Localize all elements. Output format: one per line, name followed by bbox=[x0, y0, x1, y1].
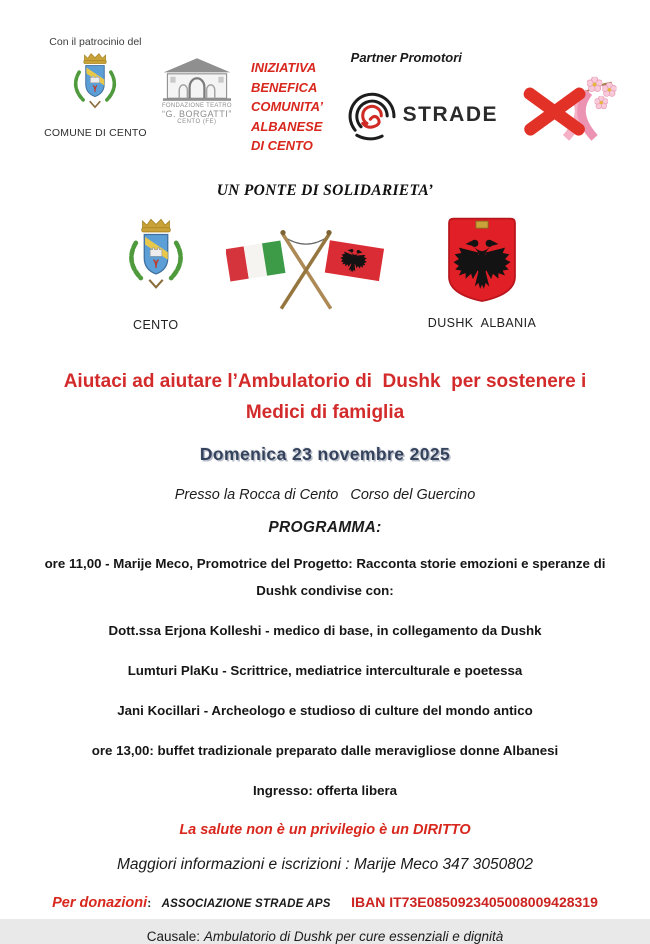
program-item: ore 11,00 - Marije Meco, Promotrice del Progetto: Racconta storie emozioni e speranze di Dushk condivise con: bbox=[44, 555, 606, 598]
initiative-line: BENEFICA bbox=[250, 79, 318, 95]
association-name: ASSOCIAZIONE STRADE APS bbox=[161, 897, 331, 910]
venue-line: Presso la Rocca di Cento Corso del Guercino bbox=[174, 486, 476, 503]
causale-label: Causale: bbox=[146, 928, 201, 944]
donation-line bbox=[0, 894, 650, 912]
program-title: PROGRAMMA: bbox=[268, 518, 382, 536]
strade-wordmark: STRADE bbox=[402, 103, 498, 126]
partner-logos bbox=[345, 75, 620, 155]
donation-label: Per donazioni bbox=[52, 894, 148, 911]
partners-block bbox=[329, 36, 620, 155]
borgatti-line1: FONDAZIONE TEATRO bbox=[161, 103, 232, 109]
causale-line bbox=[0, 929, 650, 944]
initiative-line: DI CENTO bbox=[250, 138, 313, 153]
program-item: ore 13,00: buffet tradizionale preparato dalle meravigliose donne Albanesi bbox=[91, 742, 559, 758]
patronage-label: Con il patrocinio del bbox=[49, 36, 142, 48]
initiative-text-block bbox=[251, 36, 329, 156]
fingerprint-icon bbox=[345, 88, 399, 142]
causale-text: Ambulatorio di Dushk per cure essenziali e dignità bbox=[203, 928, 504, 944]
cento-coat-of-arms bbox=[114, 216, 198, 310]
initiative-line: COMUNITA’ bbox=[250, 99, 323, 114]
theater-building-icon bbox=[160, 56, 234, 102]
header bbox=[0, 0, 650, 156]
strade-logo bbox=[345, 88, 498, 142]
pink-ribbon-logo bbox=[512, 75, 620, 155]
comune-di-cento-label: COMUNE DI CENTO bbox=[44, 127, 147, 139]
borgatti-line3: CENTO (FE) bbox=[177, 119, 217, 125]
iban-value: IBAN IT73E0850923405008009428319 bbox=[351, 893, 598, 910]
program-item: Ingresso: offerta libera bbox=[252, 782, 398, 798]
patronage-block bbox=[42, 36, 149, 139]
dushk-albania-label: DUSHK ALBANIA bbox=[427, 315, 537, 330]
cento-label: CENTO bbox=[133, 317, 179, 332]
headline bbox=[35, 366, 615, 428]
emblems-row bbox=[0, 216, 650, 332]
dushk-emblem-block bbox=[428, 216, 536, 330]
initiative-line: INIZIATIVA bbox=[250, 60, 317, 75]
info-line: Maggiori informazioni e iscrizioni : Marije Meco 347 3050802 bbox=[116, 855, 534, 873]
event-date: Domenica 23 novembre 2025 bbox=[199, 443, 451, 464]
slogan: La salute non è un privilegio è un DIRITTO bbox=[179, 821, 471, 838]
borgatti-line2: “G. BORGATTI” bbox=[161, 109, 232, 119]
donation-colon: : bbox=[147, 895, 152, 910]
initiative-line: ALBANESE bbox=[250, 118, 323, 134]
teatro-borgatti-logo bbox=[155, 36, 239, 125]
cento-emblem-block bbox=[114, 216, 198, 332]
comune-di-cento-crest-icon bbox=[62, 51, 128, 125]
program-item: Dott.ssa Erjona Kolleshi - medico di base, in collegamento da Dushk bbox=[108, 622, 542, 638]
crossed-flags-block bbox=[226, 216, 386, 314]
headline-line1: Aiutaci ad aiutare l’Ambulatorio di Dushk per sostenere i bbox=[63, 370, 587, 392]
program-item: Jani Kocillari - Archeologo e studioso di culture del mondo antico bbox=[117, 702, 533, 718]
albania-coat-of-arms bbox=[442, 216, 522, 308]
crossed-italy-albania-flags-icon bbox=[226, 222, 386, 314]
program-item: Lumturi PlaKu - Scrittrice, mediatrice interculturale e poetessa bbox=[127, 662, 523, 678]
solidarity-banner: UN PONTE DI SOLIDARIETA’ bbox=[216, 181, 434, 199]
partner-promotori-label: Partner Promotori bbox=[350, 50, 462, 65]
headline-line2: Medici di famiglia bbox=[245, 401, 405, 423]
